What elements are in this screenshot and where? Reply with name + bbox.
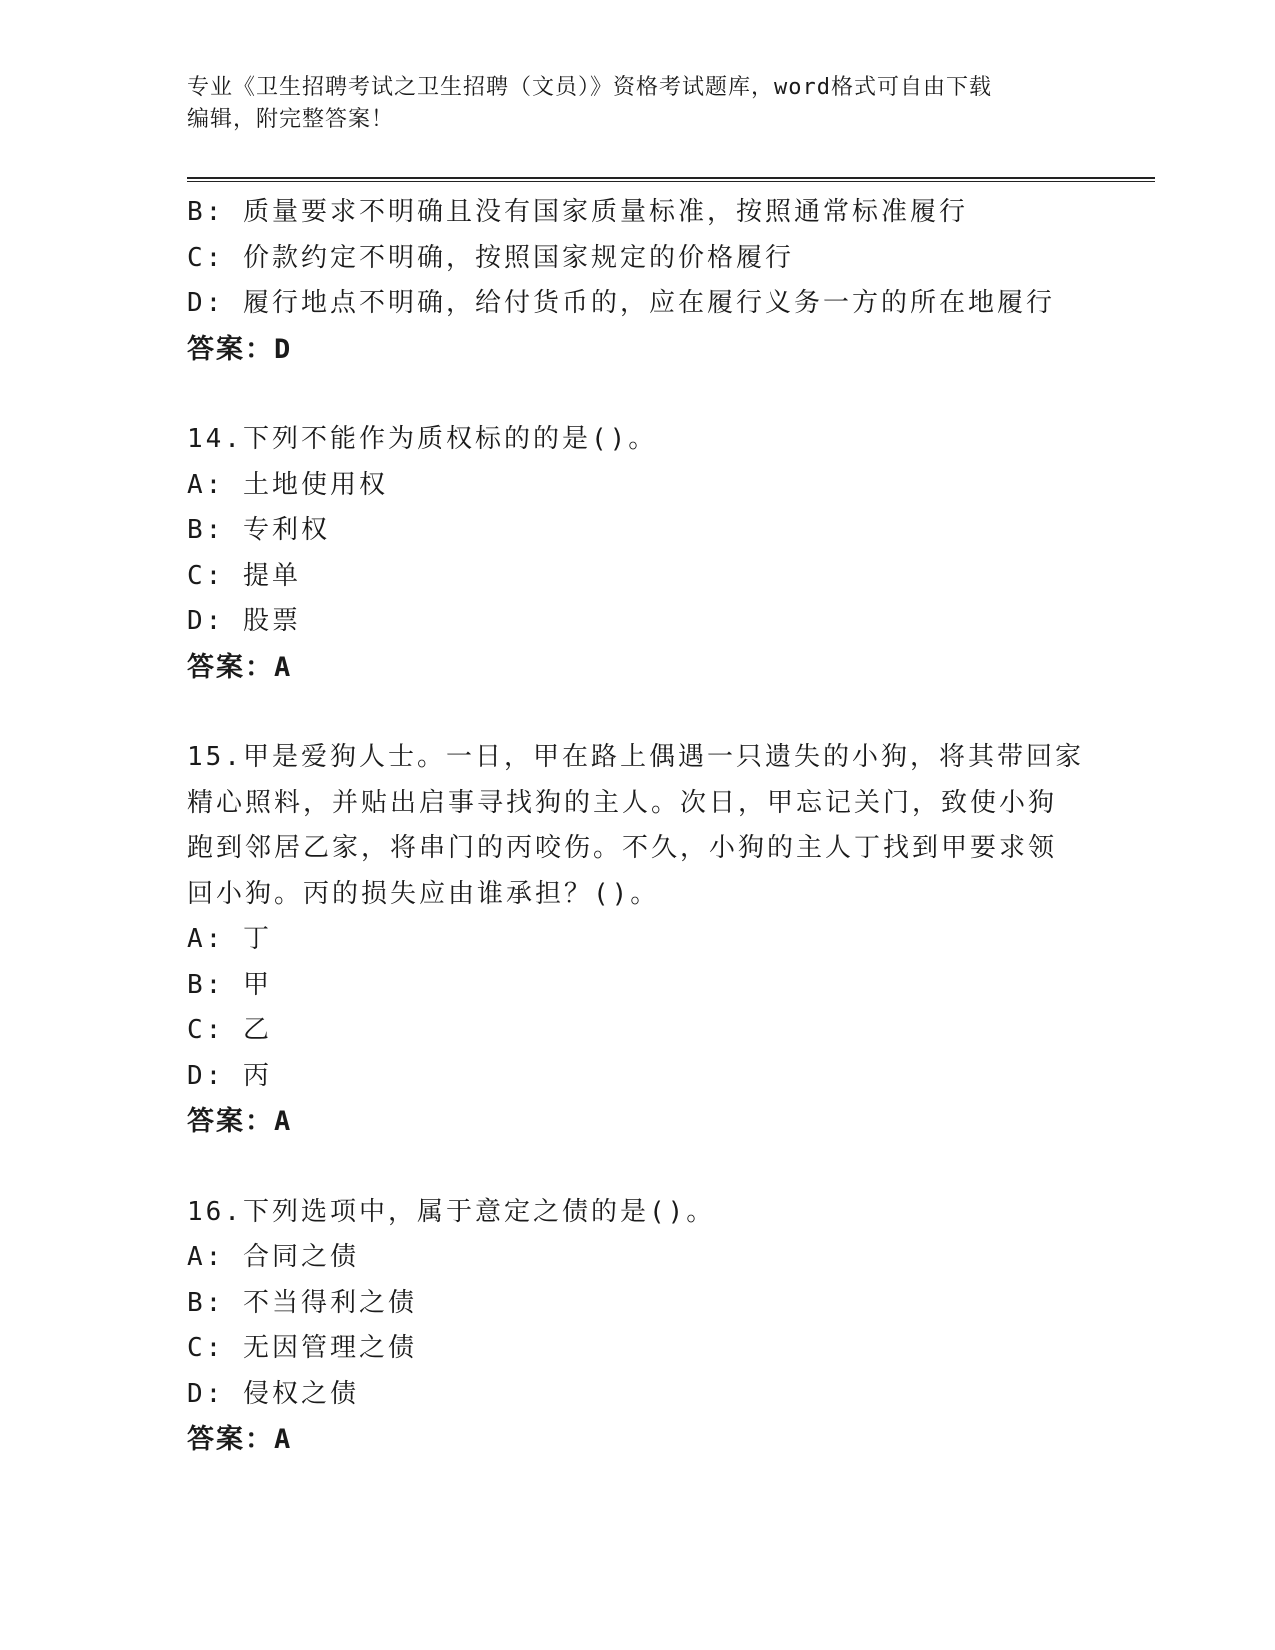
question-14 — [187, 417, 1087, 690]
option-d: D: 侵权之债 — [187, 1378, 359, 1409]
question-text-line-4: 回小狗。丙的损失应由谁承担？()。 — [187, 878, 660, 909]
answer: 答案：D — [187, 333, 293, 365]
question-16 — [187, 1190, 1087, 1463]
question-15 — [187, 735, 1087, 1145]
header-line-2: 编辑，附完整答案！ — [187, 107, 395, 132]
question-text-line-1: 15.甲是爱狗人士。一日，甲在路上偶遇一只遗失的小狗，将其带回家 — [187, 742, 1084, 772]
question-text: 14.下列不能作为质权标的的是()。 — [187, 424, 658, 454]
header-divider — [187, 177, 1155, 182]
option-b: B: 甲 — [187, 969, 272, 1000]
question-list — [187, 190, 1087, 1463]
option-c: C: 无因管理之债 — [187, 1333, 417, 1363]
question-13 — [187, 190, 1087, 372]
spacer — [187, 690, 1087, 735]
option-a: A: 土地使用权 — [187, 469, 388, 500]
question-text: 16.下列选项中，属于意定之债的是()。 — [187, 1196, 716, 1227]
answer: 答案：A — [187, 651, 293, 683]
question-text-line-2: 精心照料，并贴出启事寻找狗的主人。次日，甲忘记关门，致使小狗 — [187, 787, 1058, 818]
option-a: A: 合同之债 — [187, 1242, 359, 1272]
answer: 答案：A — [187, 1424, 293, 1455]
spacer — [187, 372, 1087, 417]
option-d: D: 履行地点不明确，给付货币的，应在履行义务一方的所在地履行 — [187, 288, 1055, 318]
option-b: B: 不当得利之债 — [187, 1287, 417, 1318]
spacer — [187, 1145, 1087, 1190]
option-b: B: 专利权 — [187, 515, 330, 545]
option-d: D: 丙 — [187, 1060, 272, 1091]
option-c: C: 价款约定不明确，按照国家规定的价格履行 — [187, 242, 794, 273]
answer: 答案：A — [187, 1106, 293, 1137]
document-header — [187, 72, 1067, 136]
header-line-1: 专业《卫生招聘考试之卫生招聘（文员）》资格考试题库，word格式可自由下载 — [187, 75, 992, 100]
option-c: C: 提单 — [187, 560, 301, 591]
option-c: C: 乙 — [187, 1015, 272, 1045]
option-d: D: 股票 — [187, 606, 301, 636]
question-text-line-3: 跑到邻居乙家，将串门的丙咬伤。不久，小狗的主人丁找到甲要求领 — [187, 833, 1058, 863]
option-a: A: 丁 — [187, 924, 272, 954]
option-b: B: 质量要求不明确且没有国家质量标准，按照通常标准履行 — [187, 197, 968, 227]
